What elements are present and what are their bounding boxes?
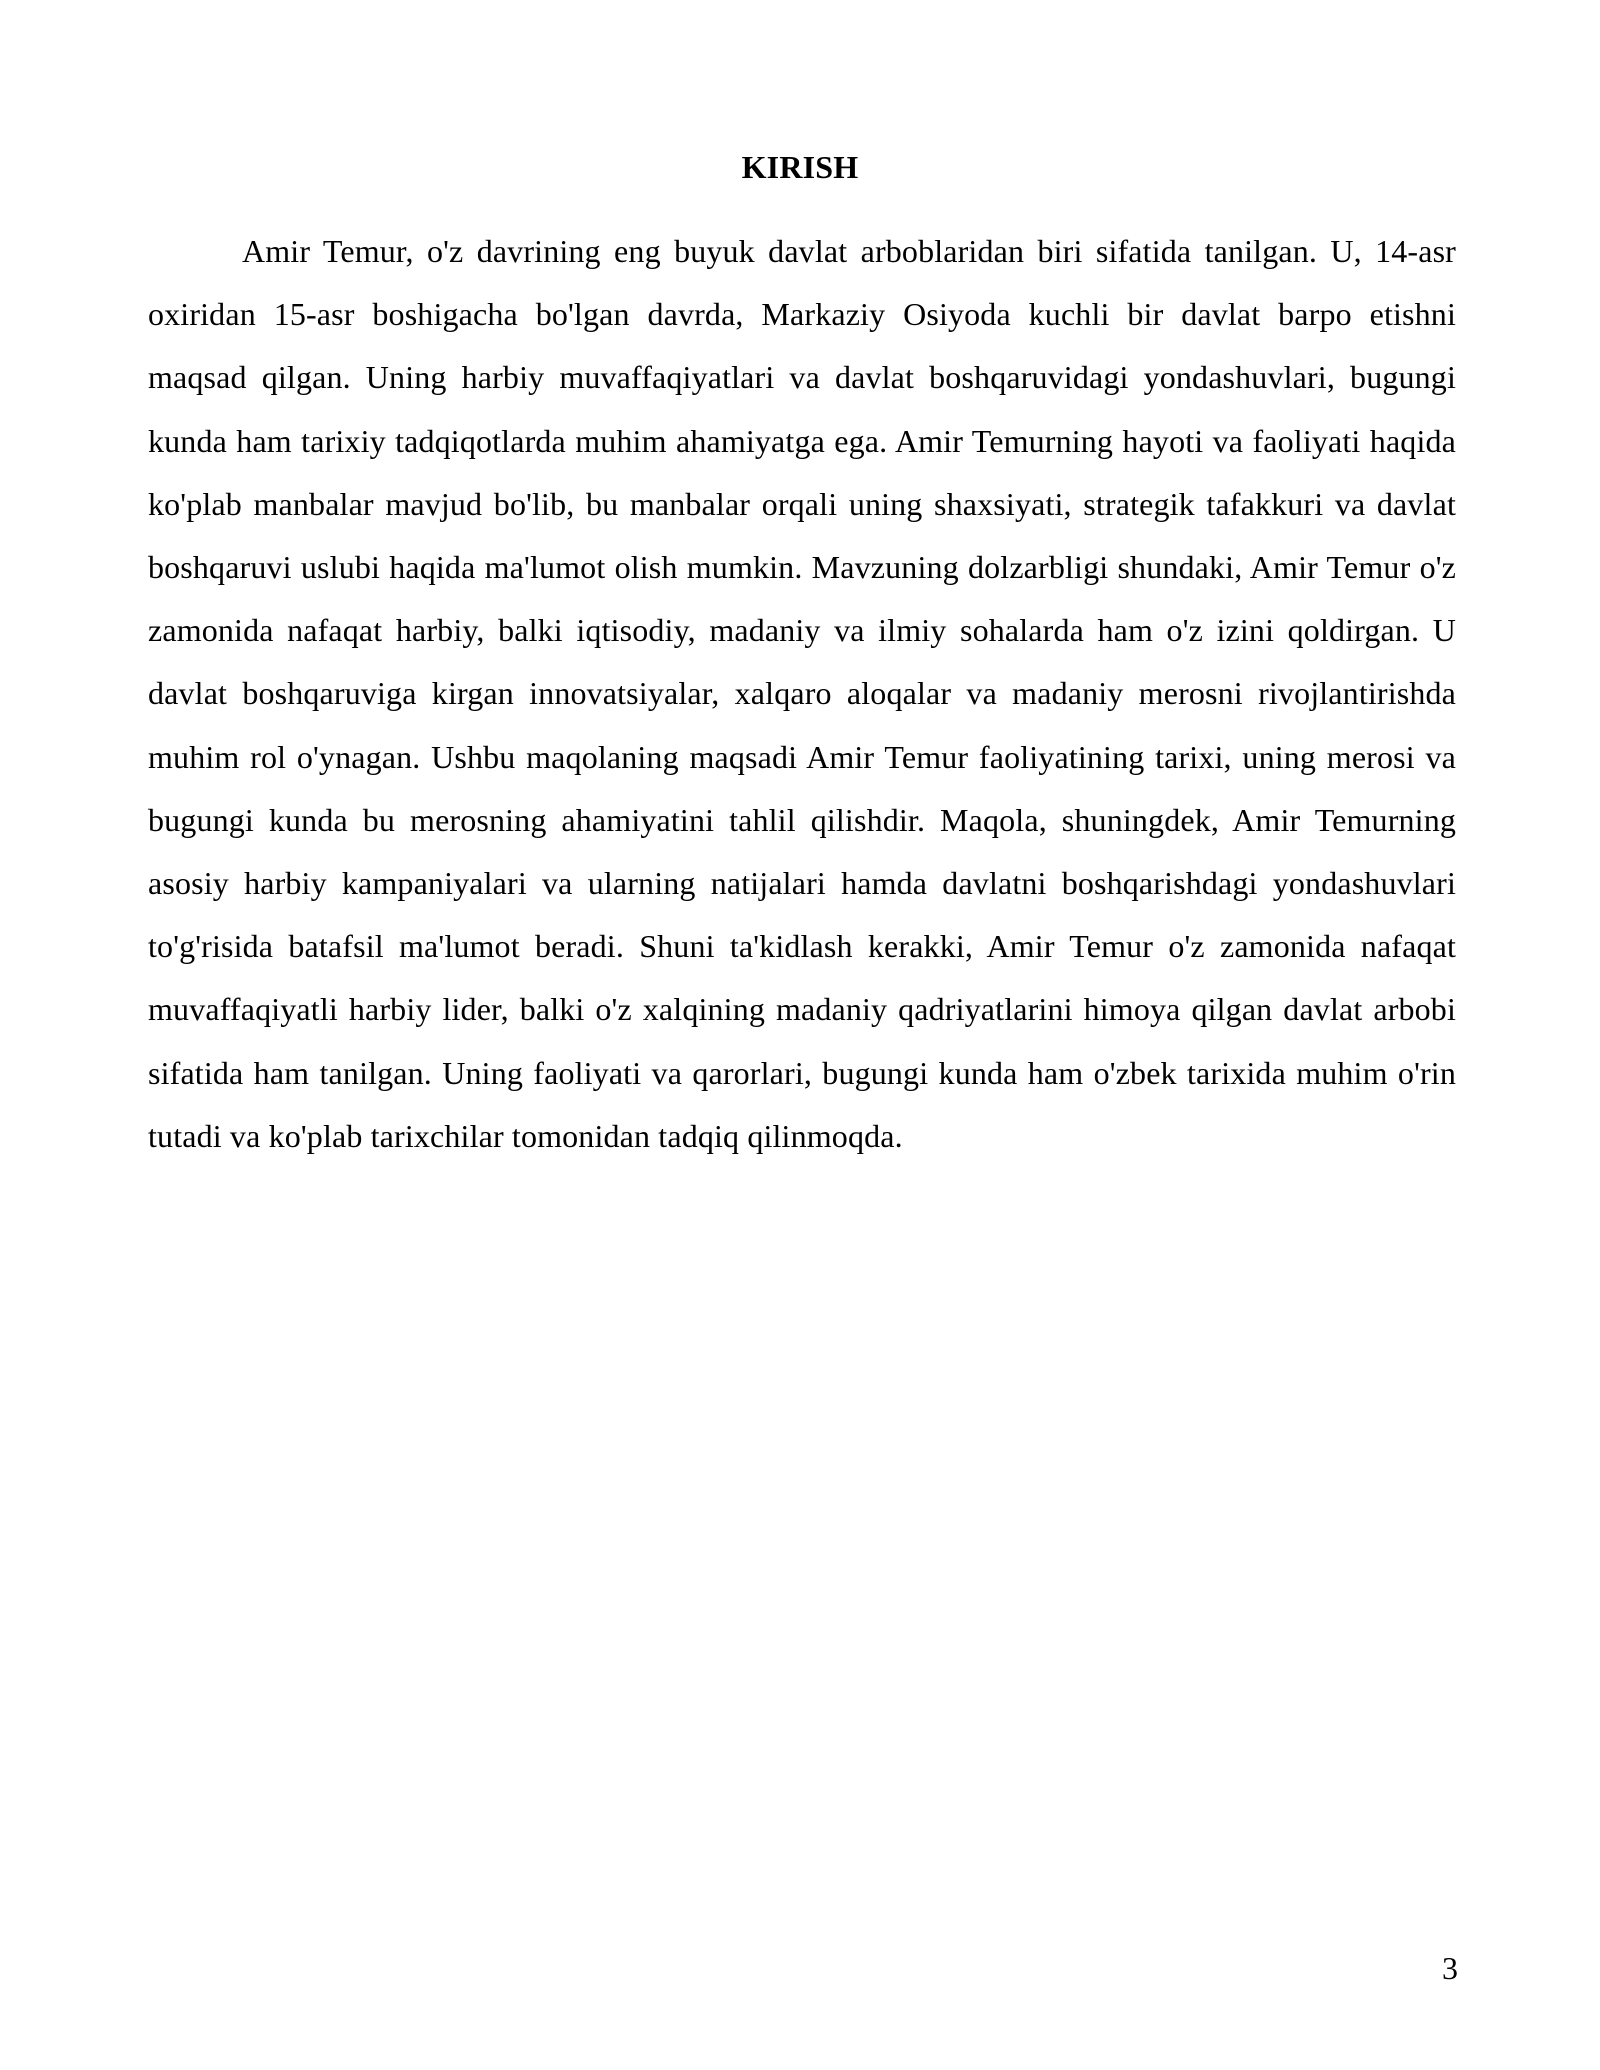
page-number: 3: [1442, 1950, 1458, 1986]
section-heading: KIRISH: [741, 149, 859, 185]
body-paragraph: Amir Temur, o'z davrining eng buyuk davlat arboblaridan biri sifatida tanilgan. U, 14-asr oxiridan 15-asr boshigacha bo'lgan davrda, Markaziy Osiyoda kuchli bir davlat barpo etishni maqsad qilgan. Uning harbiy muvaffaqiyatlari va davlat boshqaruvidagi yondashuvlari, bugungi kunda ham tarixiy tadqiqotlarda muhim ahamiyatga ega. Amir Temurning hayoti va faoliyati haqida ko'plab manbalar mavjud bo'lib, bu manbalar orqali uning shaxsiyati, strategik tafakkuri va davlat boshqaruvi uslubi haqida ma'lumot olish mumkin. Mavzuning dolzarbligi shundaki, Amir Temur o'z zamonida nafaqat harbiy, balki iqtisodiy, madaniy va ilmiy sohalarda ham o'z izini qoldirgan. U davlat boshqaruviga kirgan innovatsiyalar, xalqaro aloqalar va madaniy merosni rivojlantirishda muhim rol o'ynagan. Ushbu maqolaning maqsadi Amir Temur faoliyatining tarixi, uning merosi va bugungi kunda bu merosning ahamiyatini tahlil qilishdir. Maqola, shuningdek, Amir Temurning asosiy harbiy kampaniyalari va ularning natijalari hamda davlatni boshqarishdagi yondashuvlari to'g'risida batafsil ma'lumot beradi. Shuni ta'kidlash kerakki, Amir Temur o'z zamonida nafaqat muvaffaqiyatli harbiy lider, balki o'z xalqining madaniy qadriyatlarini himoya qilgan davlat arbobi sifatida ham tanilgan. Uning faoliyati va qarorlari, bugungi kunda ham o'zbek tarixida muhim o'rin tutadi va ko'plab tarixchilar tomonidan tadqiq qilinmoqda.: [148, 233, 1456, 1154]
